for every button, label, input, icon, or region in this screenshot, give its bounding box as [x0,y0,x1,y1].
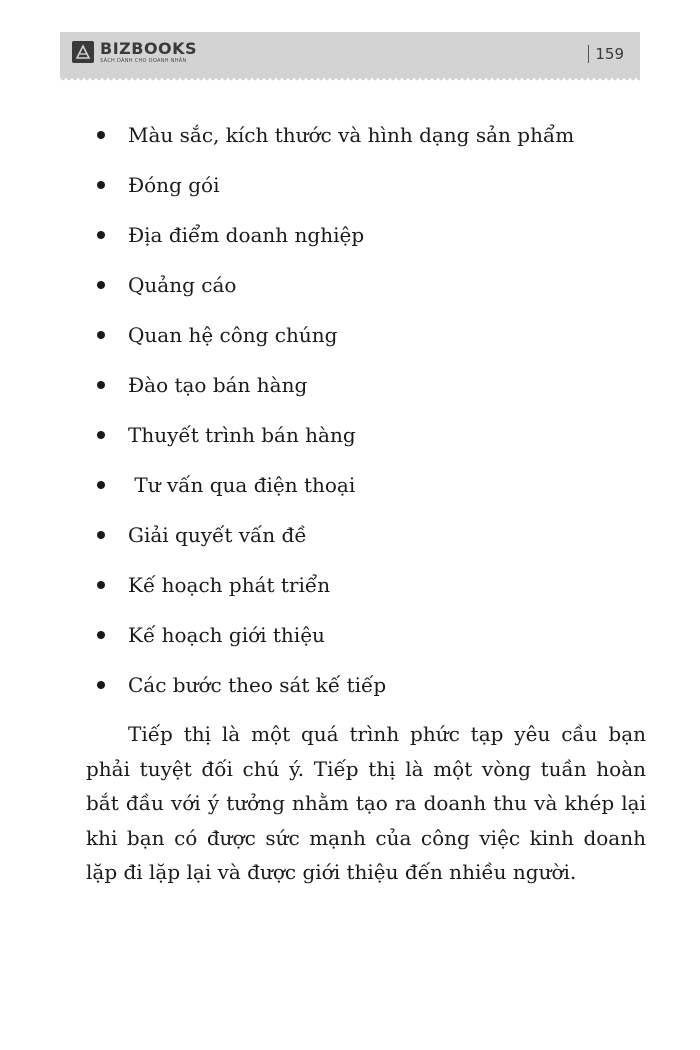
list-item-text: Giải quyết vấn đề [128,523,307,547]
list-item [96,418,616,468]
page-number-divider [588,45,589,63]
brand-name: BIZBOOKS [100,39,198,58]
bullet-dot-icon [97,431,105,439]
brand-logo [72,41,197,64]
bullet-dot-icon [97,681,105,689]
list-item [96,568,616,618]
brand-tagline: SÁCH DÀNH CHO DOANH NHÂN [100,58,187,64]
bizbooks-logo-icon [72,41,94,63]
list-item [96,318,616,368]
list-item [96,618,616,668]
bullet-dot-icon [97,531,105,539]
list-item [96,118,616,168]
list-item-text: Địa điểm doanh nghiệp [128,223,365,247]
list-item [96,368,616,418]
bullet-dot-icon [97,481,105,489]
list-item-text: Thuyết trình bán hàng [128,423,356,447]
list-item-text: Quan hệ công chúng [128,323,338,347]
bullet-dot-icon [97,331,105,339]
list-item-text: Kế hoạch giới thiệu [128,623,325,647]
header-scalloped-edge [60,78,640,82]
list-item-text: Màu sắc, kích thước và hình dạng sản phẩm [128,123,575,147]
page-number-area [588,45,624,63]
list-item-text: Đóng gói [128,173,220,197]
list-item [96,518,616,568]
list-item-text: Tư vấn qua điện thoại [128,473,356,497]
bullet-dot-icon [97,581,105,589]
list-item-text: Quảng cáo [128,273,237,297]
list-item-text: Kế hoạch phát triển [128,573,331,597]
list-item-text: Các bước theo sát kế tiếp [128,673,387,697]
list-item [96,168,616,218]
bullet-dot-icon [97,381,105,389]
page-header [60,32,640,78]
list-item [96,468,616,518]
bullet-list [96,118,616,718]
body-paragraph: Tiếp thị là một quá trình phức tạp yêu cầu bạn phải tuyệt đối chú ý. Tiếp thị là một vòng tuần hoàn bắt đầu với ý tưởng nhằm tạo ra doanh thu và khép lại khi bạn có được sức mạnh của công việc kinh doanh lặp đi lặp lại và được giới thiệu đến nhiều người. [86,722,646,884]
list-item [96,218,616,268]
bullet-dot-icon [97,181,105,189]
bullet-dot-icon [97,131,105,139]
bullet-dot-icon [97,631,105,639]
list-item [96,268,616,318]
bullet-dot-icon [97,231,105,239]
page-number: 159 [595,45,624,63]
list-item [96,668,616,718]
list-item-text: Đào tạo bán hàng [128,373,308,397]
bullet-dot-icon [97,281,105,289]
